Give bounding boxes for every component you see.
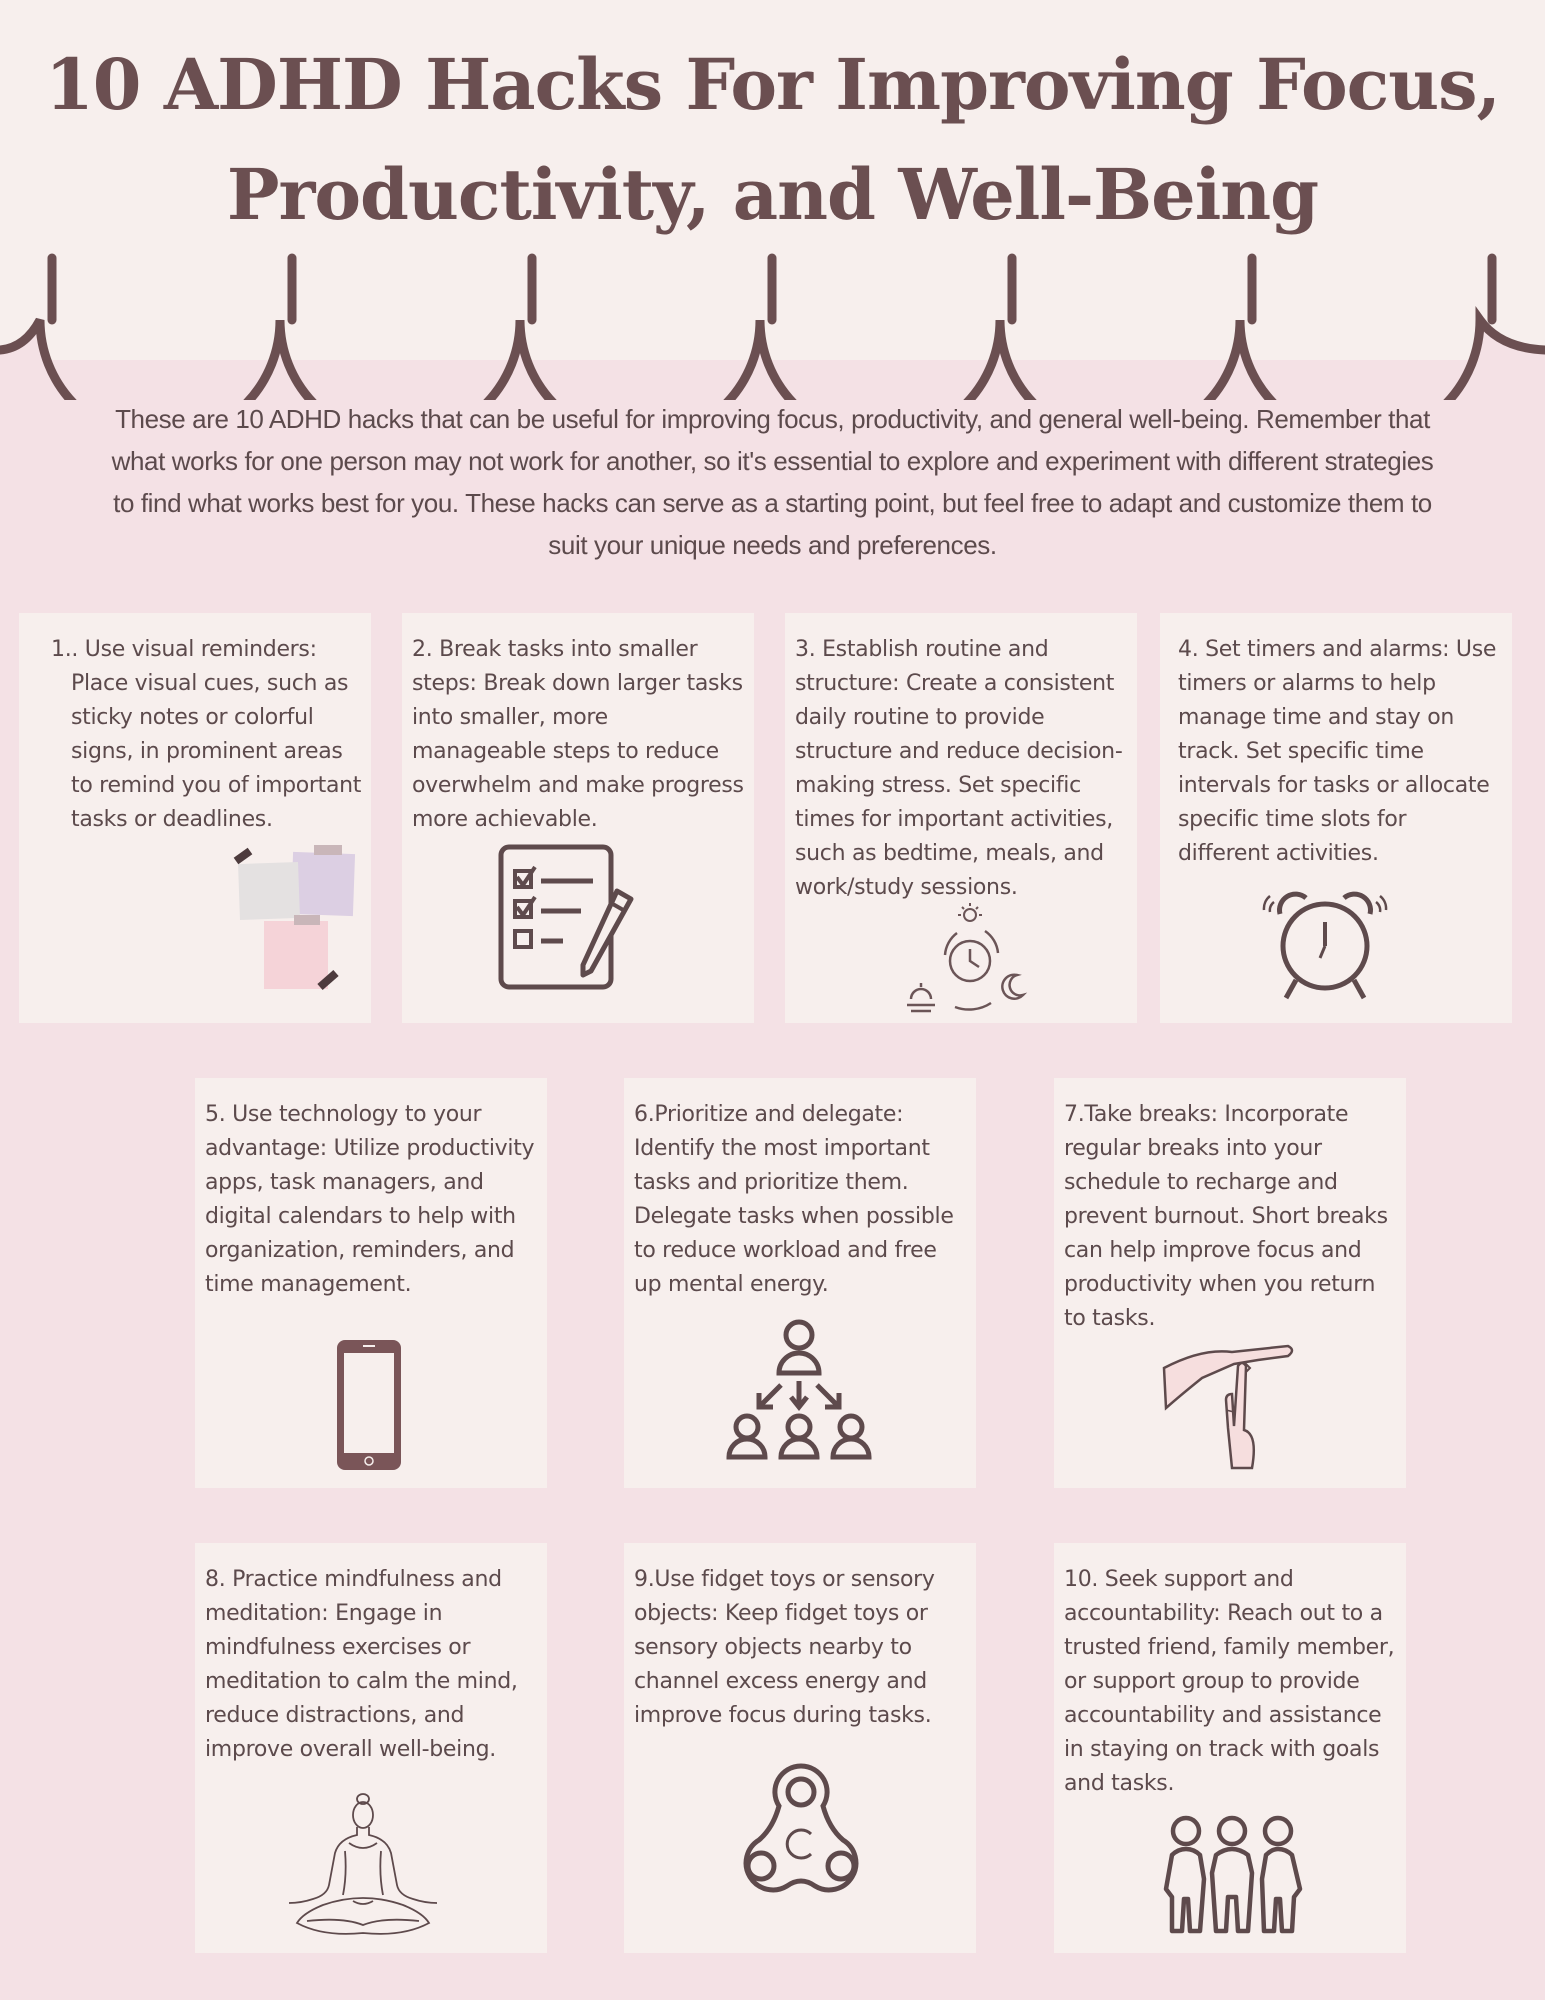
hack-card-4 — [1160, 613, 1512, 1023]
support-group-icon — [1154, 1813, 1309, 1938]
hack-text: 10. Seek support and accountability: Reach out to a trusted friend, family member, or support group to provide accountability and assistance in staying on track with goals and tasks. — [1064, 1567, 1395, 1796]
hack-text: 2. Break tasks into smaller steps: Break down larger tasks into smaller, more manageable steps to reduce overwhelm and make progress more achievable. — [412, 637, 744, 832]
hack-card-3 — [785, 613, 1137, 1023]
hack-text: 3. Establish routine and structure: Create a consistent daily routine to provide structure and reduce decision-making stress. Set specific times for important activities, such as bedtime, meals, and work/study sessions. — [795, 637, 1123, 900]
intro-paragraph: These are 10 ADHD hacks that can be useful for improving focus, productivity, and general well-being. Remember that what works for one person may not work for another, so it's essential to explore and experiment with different strategies to find what works best for you. These hacks can serve as a starting point, but feel free to adapt and customize them to suit your unique needs and preferences. — [111, 404, 1434, 560]
scallop-divider — [0, 250, 1545, 400]
hack-card-5 — [195, 1078, 547, 1488]
hack-text: 1.. Use visual reminders: Place visual cues, such as sticky notes or colorful signs, in prominent areas to remind you of important tasks or deadlines. — [51, 637, 362, 832]
hack-card-6 — [624, 1078, 976, 1488]
smartphone-icon — [335, 1338, 405, 1473]
fidget-spinner-icon — [719, 1758, 884, 1923]
hack-text: 8. Practice mindfulness and meditation: Engage in mindfulness exercises or meditation to calm the mind, reduce distractions, and improve overall well-being. — [205, 1567, 518, 1762]
title-line-1: 10 ADHD Hacks For Improving Focus, — [45, 43, 1500, 126]
hack-card-1 — [19, 613, 371, 1023]
hack-text: 6.Prioritize and delegate: Identify the most important tasks and prioritize them. Delegate tasks when possible to reduce workload and free up mental energy. — [634, 1102, 954, 1297]
delegation-icon — [719, 1313, 879, 1473]
hack-card-7 — [1054, 1078, 1406, 1488]
daily-cycle-icon — [905, 903, 1035, 1021]
alarm-clock-icon — [1260, 888, 1390, 1008]
title-line-2: Productivity, and Well-Being — [226, 153, 1319, 236]
page-title — [0, 30, 1545, 250]
sticky-notes-icon — [214, 843, 364, 1008]
hack-card-8 — [195, 1543, 547, 1953]
hack-text: 9.Use fidget toys or sensory objects: Keep fidget toys or sensory objects nearby to channel excess energy and improve focus during tasks. — [634, 1567, 935, 1728]
hack-card-2 — [402, 613, 754, 1023]
checklist-icon — [497, 843, 647, 993]
hack-text: 7.Take breaks: Incorporate regular breaks into your schedule to recharge and prevent burnout. Short breaks can help improve focus and productivity when you return to tasks. — [1064, 1102, 1388, 1331]
timeout-hands-icon — [1162, 1338, 1302, 1478]
hack-text: 5. Use technology to your advantage: Utilize productivity apps, task managers, and digital calendars to help with organization, reminders, and time management. — [205, 1102, 535, 1297]
hack-card-10 — [1054, 1543, 1406, 1953]
meditation-icon — [283, 1791, 443, 1946]
hack-card-9 — [624, 1543, 976, 1953]
hack-text: 4. Set timers and alarms: Use timers or alarms to help manage time and stay on track. Set specific time intervals for tasks or allocate specific time slots for different activities. — [1178, 637, 1497, 866]
